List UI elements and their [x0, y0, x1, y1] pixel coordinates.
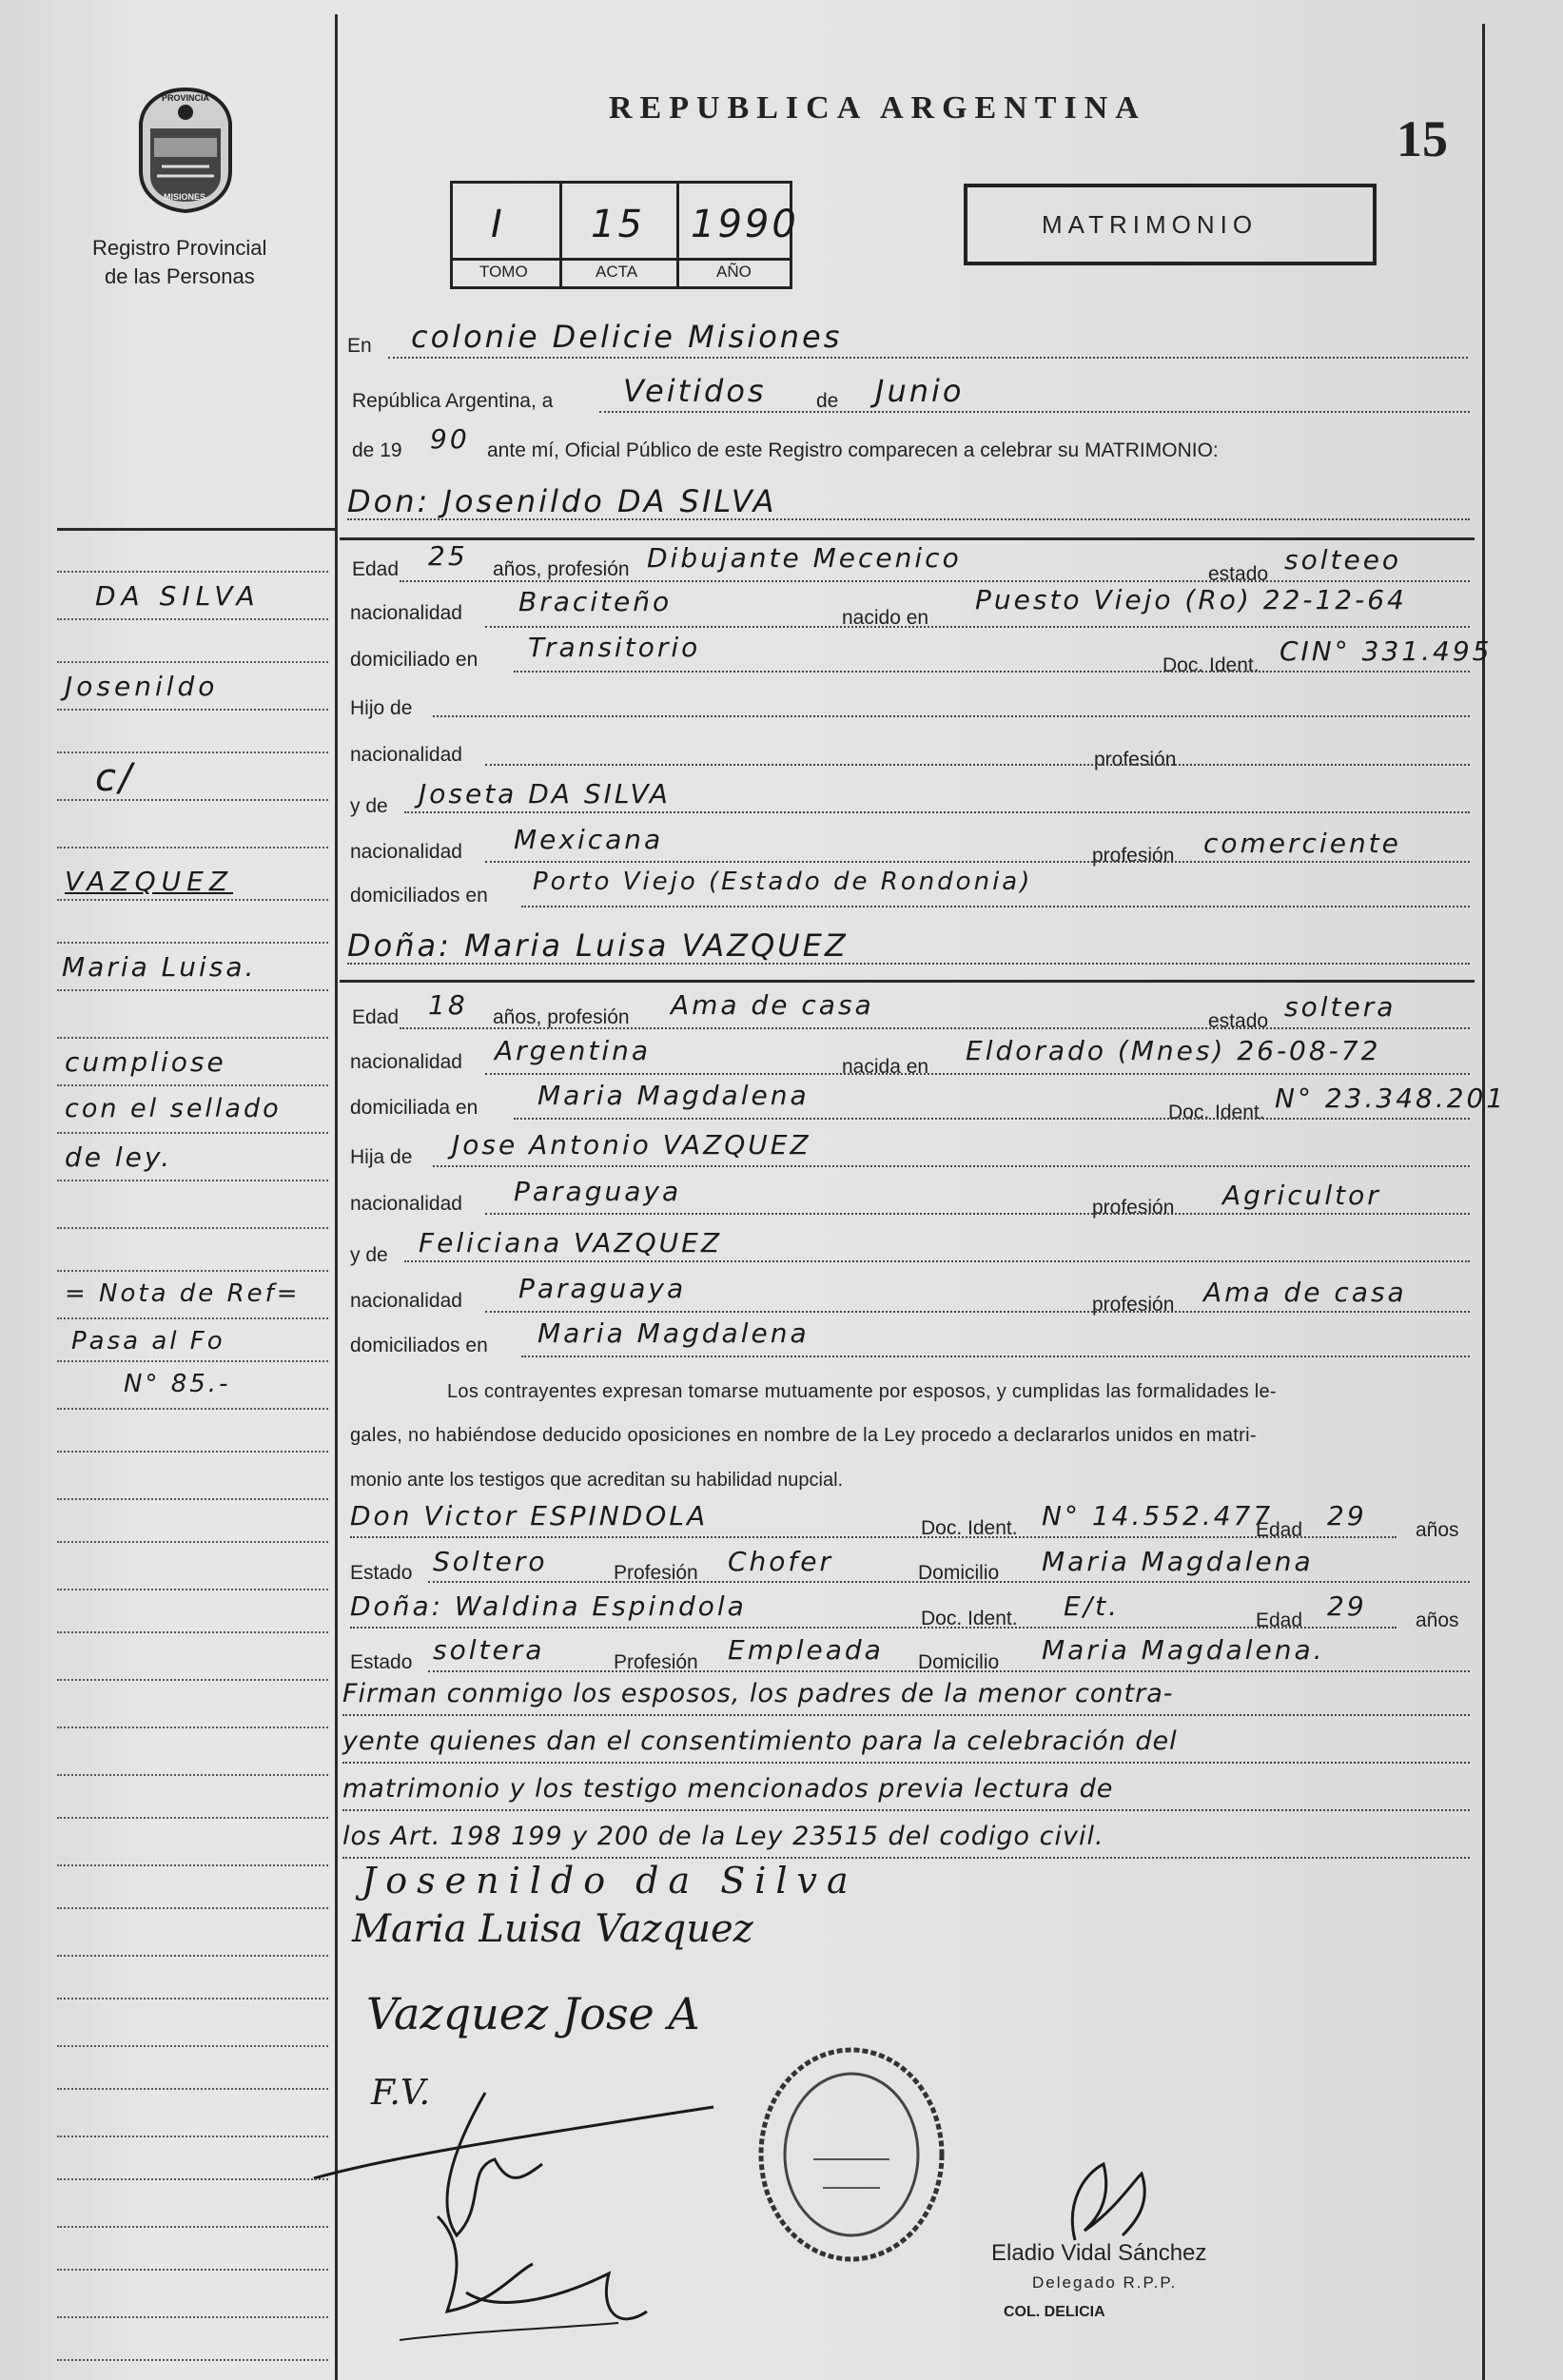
witness2-dom-label: Domicilio	[918, 1651, 1000, 1673]
father-signature: Vazquez Jose A	[366, 1988, 700, 2039]
bride-born: Eldorado (Mnes) 26-08-72	[966, 1035, 1381, 1066]
witness1-anios: años	[1416, 1519, 1459, 1541]
groom-mother-nat-label: nacionalidad	[350, 841, 462, 863]
margin-rule	[57, 1317, 328, 1319]
margin-rule	[57, 2045, 328, 2047]
groom-age-line	[400, 580, 1470, 582]
witness2-doc-label: Doc. Ident.	[921, 1608, 1018, 1629]
margin-rule	[57, 1774, 328, 1776]
groom-mother-nat: Mexicana	[514, 824, 664, 855]
margin-rule	[57, 2316, 328, 2318]
bride-mother-label: y de	[350, 1244, 388, 1266]
place-value: colonie Delicie Misiones	[411, 319, 843, 355]
margin-rule	[57, 1955, 328, 1957]
witness1-doc: N° 14.552.477	[1042, 1500, 1274, 1531]
witness2-profession: Empleada	[728, 1634, 884, 1666]
margin-rule	[57, 1180, 328, 1181]
margin-rule	[57, 751, 328, 753]
bride-name: Doña: Maria Luisa VAZQUEZ	[347, 927, 849, 964]
witness-signatures	[304, 2074, 723, 2359]
margin-rule	[57, 2359, 328, 2361]
bride-dom-line	[514, 1118, 1470, 1120]
margin-rule	[57, 799, 328, 801]
bride-mother: Feliciana VAZQUEZ	[419, 1227, 723, 1258]
note-line-3: matrimonio y los testigo mencionados previa lectura de	[342, 1774, 1114, 1804]
republic-date-label: República Argentina, a	[352, 390, 554, 412]
margin-bride-given: Maria Luisa.	[62, 951, 257, 983]
groom-doc: CIN° 331.495	[1280, 635, 1493, 667]
margin-rule	[57, 847, 328, 849]
margin-connector: c/	[95, 756, 135, 800]
official-name: Eladio Vidal Sánchez	[991, 2240, 1207, 2266]
groom-domicile: Transitorio	[528, 632, 701, 663]
ante-text: ante mí, Oficial Público de este Registro comparecen a celebrar su MATRIMONIO:	[487, 439, 1219, 461]
bride-father-line	[433, 1165, 1470, 1167]
witness2-age-label: Edad	[1256, 1609, 1303, 1631]
groom-father-line	[433, 715, 1470, 717]
margin-rule	[57, 1589, 328, 1590]
witness1-estado-line	[428, 1581, 1470, 1583]
bride-doc: N° 23.348.201	[1275, 1083, 1507, 1114]
groom-dom-line	[514, 671, 1470, 673]
witness1-age-label: Edad	[1256, 1519, 1303, 1541]
bride-parents-dom-label: domiciliados en	[350, 1335, 488, 1356]
margin-rule	[57, 2226, 328, 2228]
tomo-value: I	[491, 203, 505, 246]
witness2-doc: E/t.	[1064, 1590, 1121, 1622]
fv-initials: F.V.	[371, 2074, 430, 2113]
official-title: Delegado R.P.P.	[1032, 2273, 1178, 2292]
witness2-age: 29	[1327, 1590, 1367, 1622]
bride-born-label: nacida en	[842, 1056, 929, 1078]
groom-born: Puesto Viejo (Ro) 22-12-64	[975, 584, 1407, 615]
bride-age: 18	[428, 989, 468, 1021]
bride-age-label: Edad	[352, 1006, 400, 1028]
note-rule-3	[342, 1809, 1470, 1811]
witness1-age: 29	[1327, 1500, 1367, 1531]
witness1-estado-label: Estado	[350, 1562, 413, 1584]
note-rule-4	[342, 1857, 1470, 1859]
witness2-estado-line	[428, 1670, 1470, 1672]
page-number: 15	[1397, 110, 1448, 167]
bride-father-label: Hija de	[350, 1146, 413, 1168]
bride-father: Jose Antonio VAZQUEZ	[452, 1129, 811, 1161]
anio-label: AÑO	[716, 263, 752, 281]
groom-nat-label: nacionalidad	[350, 602, 462, 624]
record-type-box	[964, 184, 1377, 265]
groom-name-line	[347, 518, 1470, 520]
bride-father-nat-line	[485, 1213, 1470, 1215]
witness2-domicile: Maria Magdalena.	[1042, 1634, 1325, 1666]
bride-domicile: Maria Magdalena	[537, 1080, 810, 1111]
witness1-doc-label: Doc. Ident.	[921, 1517, 1018, 1539]
provincial-seal-icon	[133, 86, 238, 214]
margin-rule-top	[57, 528, 335, 531]
bride-nationality: Argentina	[495, 1035, 652, 1066]
note-rule-1	[342, 1714, 1470, 1716]
witness2-estado-label: Estado	[350, 1651, 413, 1673]
witness1-prof-label: Profesión	[614, 1562, 698, 1584]
bride-profession: Ama de casa	[671, 989, 874, 1021]
de-label: de	[816, 390, 839, 412]
margin-bride-surname: VAZQUEZ	[65, 866, 233, 897]
witness1-dom-label: Domicilio	[918, 1562, 1000, 1584]
bride-estado-label: estado	[1208, 1010, 1269, 1032]
margin-rule	[57, 1037, 328, 1039]
acta-value: 15	[591, 203, 645, 246]
official-place: COL. DELICIA	[1004, 2304, 1105, 2320]
margin-rule	[57, 2088, 328, 2090]
bride-mother-nat-line	[485, 1311, 1470, 1313]
witness2-name: Doña: Waldina Espindola	[350, 1590, 747, 1622]
place-line	[388, 357, 1468, 359]
declaration-line1: Los contrayentes expresan tomarse mutuamente por esposos, y cumplidas las formalidades le-	[447, 1381, 1277, 1402]
bride-nat-label: nacionalidad	[350, 1051, 462, 1073]
witness1-line	[350, 1536, 1397, 1538]
margin-rule	[57, 1084, 328, 1086]
record-type: MATRIMONIO	[1042, 210, 1259, 239]
bride-mother-prof: Ama de casa	[1203, 1277, 1407, 1308]
margin-rule	[57, 1998, 328, 2000]
note-line-1: Firman conmigo los esposos, los padres de la menor contra-	[342, 1679, 1174, 1708]
groom-mother-line	[404, 811, 1470, 813]
groom-parents-dom-label: domiciliados en	[350, 885, 488, 907]
margin-rule	[57, 2136, 328, 2137]
groom-estado-label: estado	[1208, 563, 1269, 585]
witness2-anios: años	[1416, 1609, 1459, 1631]
margin-rule	[57, 1679, 328, 1681]
note-line-4: los Art. 198 199 y 200 de la Ley 23515 del codigo civil.	[342, 1822, 1104, 1851]
margin-rule	[57, 1451, 328, 1453]
witness2-line	[350, 1627, 1397, 1629]
margin-rule	[57, 899, 328, 901]
margin-surname: DA SILVA	[95, 580, 261, 612]
margin-ref-2: Pasa al Fo	[71, 1327, 225, 1356]
margin-rule	[57, 942, 328, 944]
bride-nat-line	[485, 1073, 1470, 1075]
tomo-label: TOMO	[479, 263, 528, 281]
official-stamp-icon	[756, 2045, 947, 2264]
margin-rule	[57, 571, 328, 573]
groom-estado: solteeo	[1284, 544, 1402, 575]
bride-age-line	[400, 1027, 1470, 1029]
bride-father-nat-label: nacionalidad	[350, 1193, 462, 1215]
month-value: Junio	[875, 373, 965, 409]
groom-age: 25	[428, 540, 468, 572]
margin-rule	[57, 1498, 328, 1500]
margin-note-2: con el sellado	[65, 1094, 282, 1123]
groom-dom-label: domiciliado en	[350, 649, 479, 671]
witness1-profession: Chofer	[728, 1546, 834, 1577]
bride-father-nat: Paraguaya	[514, 1176, 682, 1207]
groom-parents-dom: Porto Viejo (Estado de Rondonia)	[533, 868, 1033, 896]
witness1-domicile: Maria Magdalena	[1042, 1546, 1314, 1577]
groom-parents-dom-line	[521, 906, 1470, 907]
witness1-estado: Soltero	[433, 1546, 548, 1577]
groom-nat-line	[485, 626, 1470, 628]
bride-doc-label: Doc. Ident.	[1168, 1102, 1265, 1123]
acta-label: ACTA	[596, 263, 638, 281]
groom-born-label: nacido en	[842, 607, 929, 629]
margin-rule	[57, 1907, 328, 1909]
witness1-name: Don Victor ESPINDOLA	[350, 1500, 709, 1531]
margin-ref-1: = Nota de Ref=	[65, 1279, 301, 1308]
bride-section-rule	[340, 980, 1475, 983]
declaration-line2: gales, no habiéndose deducido oposiciones en nombre de la Ley procedo a declararlos unidos en matri-	[350, 1425, 1257, 1446]
registry-name-line1: Registro Provincial	[92, 236, 267, 260]
declaration-line3: monio ante los testigos que acreditan su habilidad nupcial.	[350, 1470, 844, 1491]
margin-rule	[57, 1726, 328, 1728]
bride-mother-nat: Paraguaya	[518, 1273, 687, 1304]
note-line-2: yente quienes dan el consentimiento para la celebración del	[342, 1726, 1178, 1756]
margin-rule	[57, 1270, 328, 1272]
groom-mother-prof: comerciente	[1203, 828, 1401, 859]
bride-parents-dom-line	[521, 1356, 1470, 1357]
groom-father-label: Hijo de	[350, 697, 413, 719]
bride-prof-label: años, profesión	[493, 1006, 630, 1028]
official-signature-icon	[1046, 2145, 1180, 2250]
margin-note-1: cumpliose	[65, 1046, 226, 1078]
groom-age-label: Edad	[352, 558, 400, 580]
margin-divider	[335, 14, 338, 2380]
year-prefix: de 19	[352, 439, 402, 461]
margin-rule	[57, 1360, 328, 1362]
groom-father-nat-label: nacionalidad	[350, 744, 462, 766]
bride-estado: soltera	[1284, 991, 1397, 1023]
margin-rule	[57, 1132, 328, 1134]
margin-ref-3: N° 85.-	[124, 1370, 231, 1398]
margin-rule	[57, 1864, 328, 1866]
groom-mother-nat-line	[485, 861, 1470, 863]
groom-mother: Joseta DA SILVA	[419, 778, 671, 810]
margin-rule	[57, 2178, 328, 2180]
groom-section-rule	[340, 537, 1475, 540]
seal-text-bottom: MISIONES	[164, 192, 206, 202]
margin-rule	[57, 1817, 328, 1819]
registry-name-line2: de las Personas	[105, 264, 255, 288]
margin-rule	[57, 1408, 328, 1410]
right-border	[1482, 24, 1485, 2380]
note-rule-2	[342, 1762, 1470, 1764]
groom-profession: Dibujante Mecenico	[647, 542, 962, 574]
groom-father-prof-label: profesión	[1094, 749, 1177, 771]
date-line	[599, 411, 1470, 413]
bride-mother-nat-label: nacionalidad	[350, 1290, 462, 1312]
anio-value: 1990	[691, 203, 799, 246]
witness2-prof-label: Profesión	[614, 1651, 698, 1673]
margin-rule	[57, 661, 328, 663]
bride-father-prof-label: profesión	[1092, 1197, 1175, 1219]
margin-rule	[57, 618, 328, 620]
margin-rule	[57, 1631, 328, 1633]
groom-mother-label: y de	[350, 795, 388, 817]
seal-text-top: PROVINCIA	[162, 93, 210, 103]
groom-signature: Josenildo da Silva	[361, 1860, 858, 1902]
day-value: Veitidos	[623, 373, 767, 409]
year-suffix: 90	[430, 423, 470, 455]
bride-parents-dom: Maria Magdalena	[537, 1317, 810, 1349]
margin-rule	[57, 709, 328, 711]
bride-signature: Maria Luisa Vazquez	[352, 1907, 753, 1951]
groom-father-nat-line	[485, 764, 1470, 766]
republic-heading: REPUBLICA ARGENTINA	[609, 90, 1146, 126]
record-number-box	[450, 181, 799, 289]
margin-rule	[57, 1541, 328, 1543]
groom-nationality: Braciteño	[518, 586, 673, 617]
margin-rule	[57, 2269, 328, 2271]
groom-prof-label: años, profesión	[493, 558, 630, 580]
margin-given: Josenildo	[65, 671, 219, 702]
bride-mother-prof-label: profesión	[1092, 1294, 1175, 1316]
margin-note-3: de ley.	[65, 1141, 173, 1173]
groom-name: Don: Josenildo DA SILVA	[347, 483, 777, 519]
margin-rule	[57, 1227, 328, 1229]
margin-rule	[57, 989, 328, 991]
bride-father-prof: Agricultor	[1222, 1180, 1381, 1211]
en-label: En	[347, 335, 372, 357]
bride-mother-line	[404, 1260, 1470, 1262]
bride-dom-label: domiciliada en	[350, 1097, 479, 1119]
groom-mother-prof-label: profesión	[1092, 845, 1175, 867]
groom-doc-label: Doc. Ident.	[1162, 654, 1260, 676]
bride-name-line	[347, 963, 1470, 965]
witness2-estado: soltera	[433, 1634, 545, 1666]
